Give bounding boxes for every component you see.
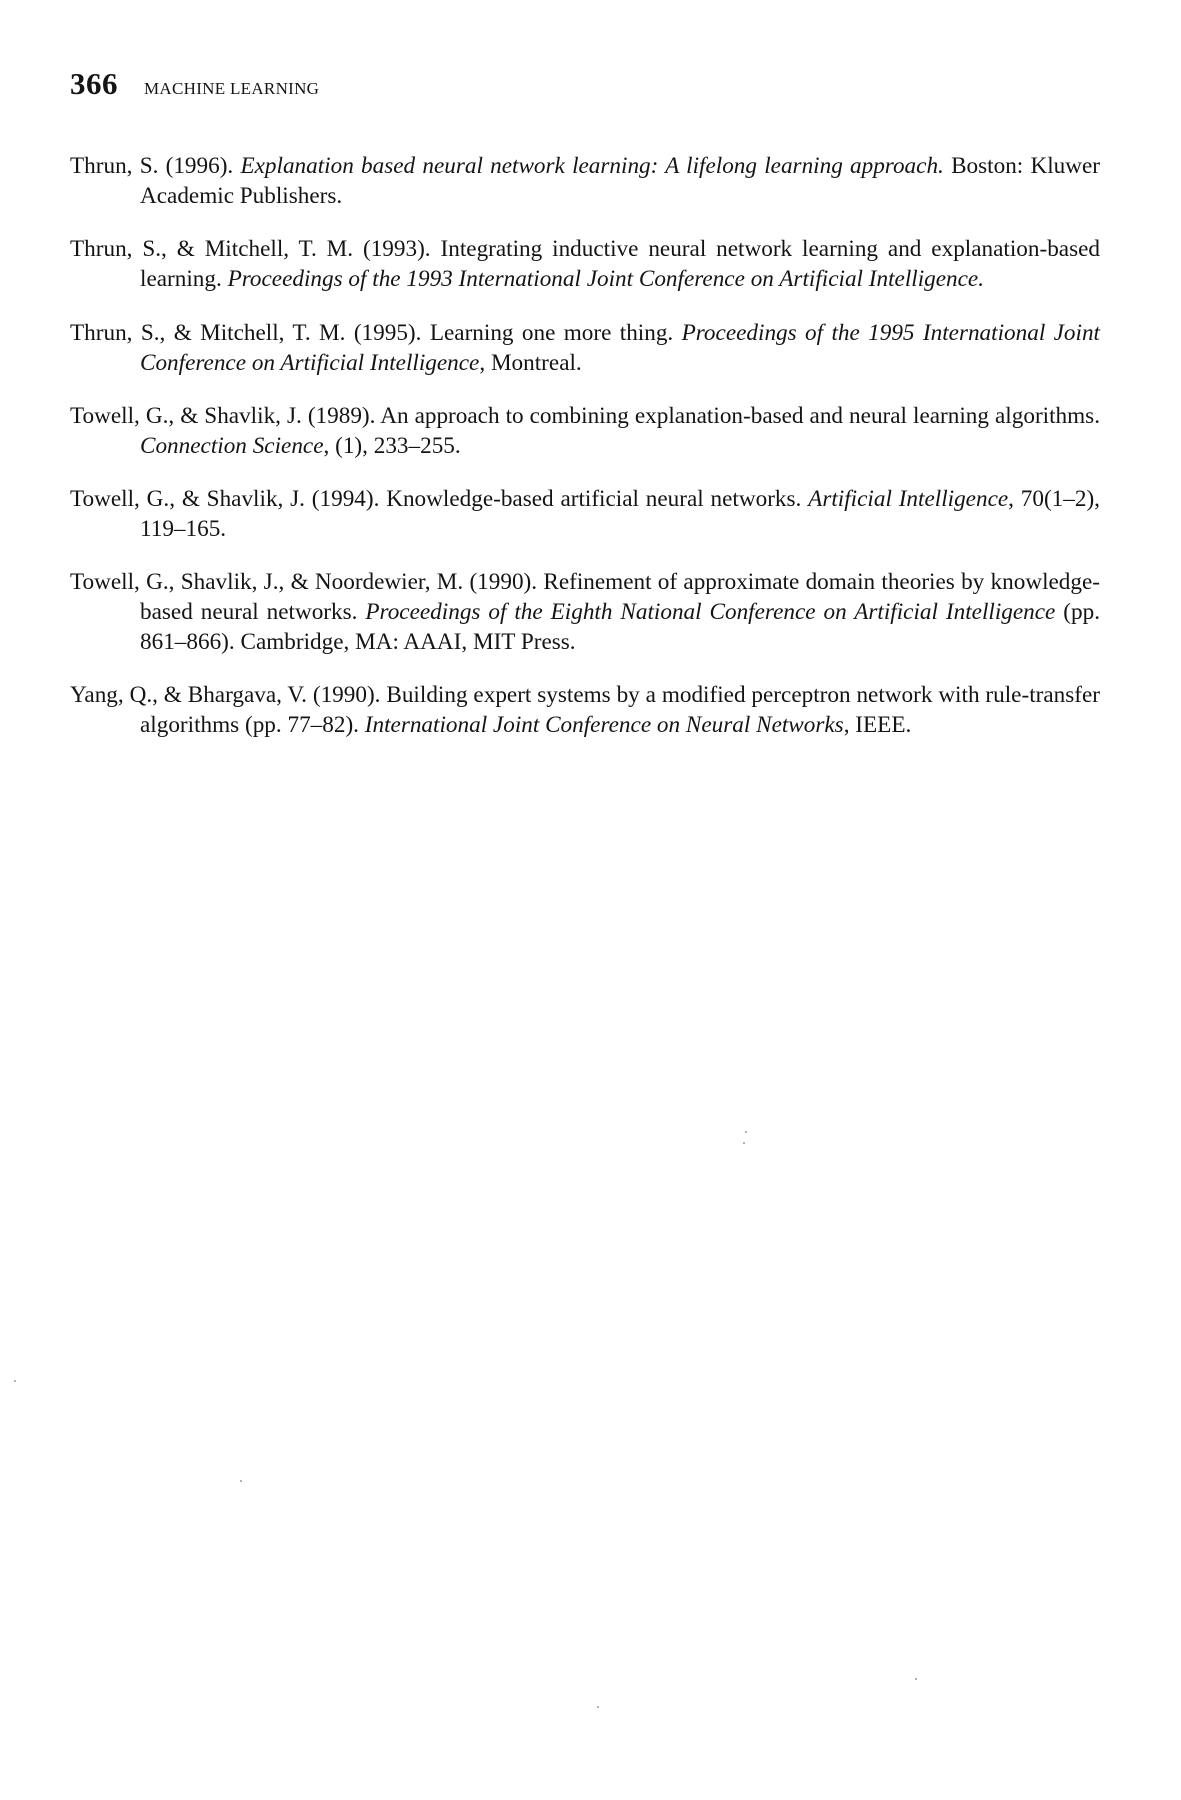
reference-details: , 70(1–2), 119–165. [140, 485, 1100, 542]
scan-speck [240, 1480, 242, 1482]
reference-authors: Yang, Q., & Bhargava, V. (1990). [70, 682, 387, 709]
reference-authors: Towell, G., & Shavlik, J. (1994). [70, 485, 387, 512]
reference-entry [70, 680, 1100, 740]
reference-details: (pp. 861–866). Cambridge, MA: AAAI, MIT Press. [140, 599, 1100, 656]
reference-title: Building expert systems by a modified perceptron network with rule-transfer algorithms (pp. 77–82). [140, 682, 1101, 739]
reference-venue: Connection Science [140, 432, 324, 459]
reference-venue: Artificial Intelligence [808, 485, 1009, 512]
scan-speck [597, 1706, 599, 1708]
reference-title: Knowledge-based artificial neural networks. [386, 485, 809, 512]
reference-venue: Proceedings of the 1993 International Joint Conference on Artificial Intelligence. [227, 266, 985, 293]
reference-title: Learning one more thing. [429, 319, 682, 346]
scan-speck [745, 1131, 747, 1133]
reference-title: An approach to combining explanation-based and neural learning algorithms. [380, 402, 1100, 429]
reference-venue: Proceedings of the 1995 International Joint Conference on Artificial Intelligence [140, 319, 1100, 376]
reference-venue: International Joint Conference on Neural Networks [364, 712, 844, 739]
reference-details: , Montreal. [479, 349, 582, 376]
reference-entry [70, 484, 1100, 544]
reference-venue: Explanation based neural network learning: A lifelong learning approach. [240, 153, 944, 180]
reference-details: , IEEE. [843, 712, 912, 739]
page-header [70, 66, 319, 102]
reference-authors: Towell, G., & Shavlik, J. (1989). [70, 402, 381, 429]
reference-details: Boston: Kluwer Academic Publishers. [140, 153, 1100, 210]
reference-title: Refinement of approximate domain theories by knowledge-based neural networks. [140, 569, 1100, 626]
reference-entry [70, 401, 1100, 461]
scan-speck [743, 1142, 745, 1144]
reference-title: Integrating inductive neural network learning and explanation-based learning. [140, 236, 1100, 293]
reference-entry [70, 151, 1100, 211]
scan-speck [14, 1380, 16, 1382]
reference-authors: Thrun, S. (1996). [70, 153, 241, 180]
reference-authors: Towell, G., Shavlik, J., & Noordewier, M. (1990). [70, 569, 544, 596]
reference-entry [70, 567, 1100, 657]
reference-authors: Thrun, S., & Mitchell, T. M. (1993). [70, 236, 441, 263]
reference-venue: Proceedings of the Eighth National Conference on Artificial Intelligence [365, 599, 1056, 626]
reference-list [70, 128, 1100, 741]
reference-entry [70, 318, 1100, 378]
reference-details: , (1), 233–255. [323, 432, 461, 459]
page-number: 366 [70, 66, 118, 101]
running-head: MACHINE LEARNING [144, 79, 320, 98]
reference-entry [70, 234, 1100, 294]
scan-speck [915, 1678, 917, 1680]
reference-authors: Thrun, S., & Mitchell, T. M. (1995). [70, 319, 430, 346]
